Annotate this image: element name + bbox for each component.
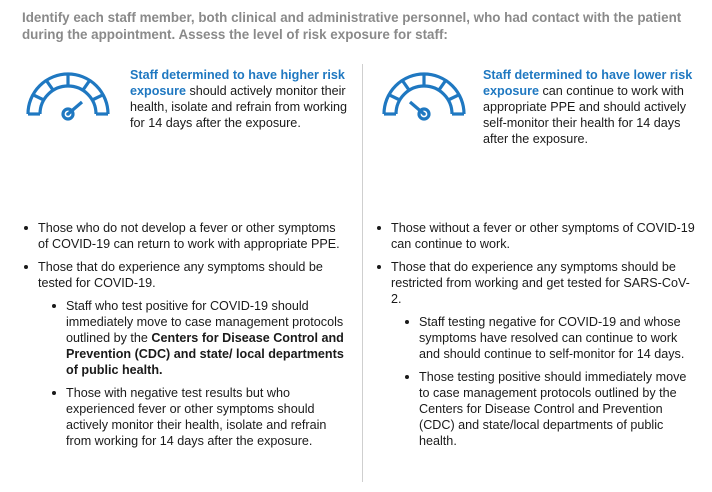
- gauge-high-icon: [22, 66, 114, 130]
- lower-risk-heading: Staff determined to have lower risk exposure: [483, 68, 693, 98]
- higher-risk-guidance: [22, 220, 344, 456]
- lower-risk-description: can continue to work with appropriate PPE and should actively self-monitor their health for 14 days after the exposure.: [483, 84, 687, 146]
- sub-list-item: Those testing positive should immediately move to case management protocols outlined by the Centers for Disease Control and Prevention (CDC) and state/local departments of public health.: [375, 369, 700, 449]
- column-divider: [362, 64, 363, 482]
- sub-item-text: Staff who test positive for COVID-19 should immediately move to case management protocols outlined by the: [66, 299, 344, 345]
- lower-risk-guidance: [375, 220, 700, 456]
- lower-risk-callout: [483, 67, 698, 147]
- list-item: Those that do experience any symptoms should be tested for COVID-19.: [22, 259, 344, 291]
- list-item: Those without a fever or other symptoms of COVID-19 can continue to work.: [375, 220, 700, 252]
- higher-risk-callout: [130, 67, 350, 131]
- sub-list-item: [22, 298, 344, 378]
- list-item: Those who do not develop a fever or other symptoms of COVID-19 can return to work with appropriate PPE.: [22, 220, 344, 252]
- sub-list-item: Staff testing negative for COVID-19 and whose symptoms have resolved can continue to work and should continue to self-monitor for 14 days.: [375, 314, 700, 362]
- intro-text: Identify each staff member, both clinical and administrative personnel, who had contact with the patient during the appointment. Assess the level of risk exposure for staff:: [22, 10, 682, 42]
- gauge-low-icon: [378, 66, 470, 130]
- list-item: Those that do experience any symptoms should be restricted from working and get tested for SARS-CoV-2.: [375, 259, 700, 307]
- higher-risk-heading: Staff determined to have higher risk exposure: [130, 68, 345, 98]
- higher-risk-description: should actively monitor their health, isolate and refrain from working for 14 days after the exposure.: [130, 84, 348, 130]
- sub-item-bold-text: Centers for Disease Control and Prevention (CDC) and state/ local departments of public health.: [66, 331, 344, 377]
- sub-list-item: Those with negative test results but who experienced fever or other symptoms should actively monitor their health, isolate and refrain from working for 14 days after the exposure.: [22, 385, 344, 449]
